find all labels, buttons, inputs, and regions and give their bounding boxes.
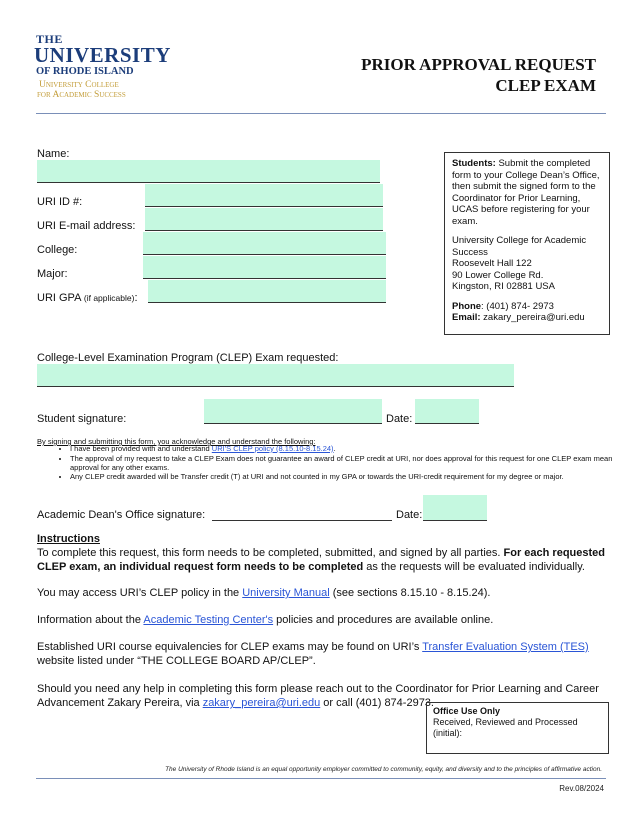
instructions-p2-end: (see sections 8.15.10 - 8.15.24). (329, 587, 491, 599)
student-signature-label: Student signature: (37, 413, 127, 425)
email-contact-label: Email: (452, 312, 481, 323)
logo-line-university: UNIVERSITY (34, 43, 171, 67)
dean-date-label: Date: (396, 509, 423, 521)
logo-line-rhode-island: OF RHODE ISLAND (36, 66, 134, 77)
name-label: Name: (37, 148, 70, 160)
acknowledgement-title: By signing and submitting this form, you acknowledge and understand the following: (37, 437, 316, 446)
coordinator-email-link[interactable]: zakary_pereira@uri.edu (202, 697, 321, 709)
logo-line-the: THE (36, 32, 63, 46)
phone-number: : (401) 874- 2973 (481, 300, 554, 312)
ack-item1-end: . (333, 444, 336, 453)
gpa-label (37, 292, 138, 304)
email-input[interactable] (145, 208, 383, 231)
instructions-p3 (37, 613, 607, 627)
instructions-p1-end: as the requests will be evaluated individually. (363, 561, 585, 573)
footer-divider (36, 778, 606, 779)
form-title-line1: PRIOR APPROVAL REQUEST (361, 55, 596, 74)
gpa-label-text: URI GPA (37, 292, 81, 304)
office-address-line1: University College for Academic Success (452, 235, 587, 258)
phone-label: Phone (452, 300, 482, 312)
logo-line-academic-success: for Academic Success (37, 90, 126, 100)
ack-item1-text: I have been provided with and understand (70, 444, 212, 453)
university-manual-link[interactable]: University Manual (242, 587, 330, 599)
office-address-line4: Kingston, RI 02881 USA (452, 281, 555, 292)
dean-date-input[interactable] (423, 495, 487, 521)
office-address-line2: Roosevelt Hall 122 (452, 258, 532, 269)
email-label: URI E-mail address: (37, 220, 136, 232)
students-instructions: Submit the completed form to your College Dean’s Office, then submit the signed form to the Coordinator for Prior Learning, UCAS before registering for your exam. (452, 158, 600, 227)
acknowledgement-item: • Any CLEP credit awarded will be Transfer credit (T) at URI and not counted in my GPA or towards the URI-credit requirement for my degree or major. (70, 473, 625, 482)
gpa-colon: : (134, 292, 138, 304)
name-input[interactable] (37, 160, 380, 183)
logo-line-university-college: University College (39, 80, 119, 90)
college-input[interactable] (143, 232, 386, 255)
tes-link[interactable]: Transfer Evaluation System (TES) (422, 641, 589, 653)
header-divider (36, 113, 606, 114)
clep-exam-input[interactable] (37, 364, 514, 387)
instructions-p2 (37, 586, 607, 600)
office-use-box (426, 702, 609, 754)
instructions-p1-bold: For each requested CLEP exam, an individual request form needs to be completed (37, 547, 606, 573)
instructions-p3-text: Information about the (37, 614, 144, 626)
acknowledgement-item: • The approval of my request to take a CLEP Exam does not guarantee an award of CLEP credit at URI, nor does approval for this request for one CLEP exam mean approval for any other exams. (70, 455, 625, 473)
instructions-p4 (37, 640, 607, 668)
clep-policy-link[interactable]: URI'S CLEP policy (8.15.10-8.15.24) (211, 444, 334, 453)
instructions-p4-end: website listed under “THE COLLEGE BOARD AP/CLEP”. (37, 655, 316, 667)
instructions-p1: To complete this request, this form needs to be completed, submitted, and signed by all parties. (37, 547, 504, 559)
instructions-heading: Instructions (37, 533, 100, 545)
acknowledgement-item (70, 445, 625, 454)
students-info-box (444, 152, 610, 335)
students-label: Students: (452, 158, 496, 169)
form-title-line2: CLEP EXAM (495, 76, 596, 95)
instructions-p5-end: or call (401) 874-2973. (320, 697, 434, 709)
student-date-label: Date: (386, 413, 413, 425)
acknowledgement-list (52, 445, 625, 483)
footer-statement: The University of Rhode Island is an equal opportunity employer committed to community, equity, and diversity and to the principles of affirmative action. (165, 766, 602, 773)
uri-id-label: URI ID #: (37, 196, 83, 208)
instructions-p2-text: You may access URI’s CLEP policy in the (37, 587, 243, 599)
student-signature-input[interactable] (204, 399, 382, 424)
dean-signature-label: Academic Dean's Office signature: (37, 509, 206, 521)
office-use-text: Received, Reviewed and Processed (initial): (433, 717, 578, 738)
uri-id-input[interactable] (145, 184, 383, 207)
student-date-input[interactable] (415, 399, 479, 424)
college-label: College: (37, 244, 78, 256)
revision-date: Rev.08/2024 (559, 784, 604, 793)
major-label: Major: (37, 268, 68, 280)
instructions-p3-end: policies and procedures are available online. (273, 614, 494, 626)
email-contact: zakary_pereira@uri.edu (483, 312, 585, 323)
gpa-note: (if applicable) (83, 293, 135, 303)
gpa-input[interactable] (148, 280, 386, 303)
office-use-title: Office Use Only (433, 706, 501, 716)
academic-testing-center-link[interactable]: Academic Testing Center's (143, 614, 274, 626)
major-input[interactable] (143, 256, 386, 279)
dean-signature-input[interactable] (212, 506, 392, 521)
instructions-section (37, 532, 607, 574)
instructions-p4-text: Established URI course equivalencies for CLEP exams may be found on URI’s (37, 641, 423, 653)
instructions-p5-text: Should you need any help in completing this form please reach out to the Coordinator for Prior Learning and Career Advancement Zakary Pereira, via (37, 683, 599, 709)
clep-exam-label: College-Level Examination Program (CLEP) Exam requested: (37, 352, 339, 364)
office-address-line3: 90 Lower College Rd. (452, 269, 544, 281)
